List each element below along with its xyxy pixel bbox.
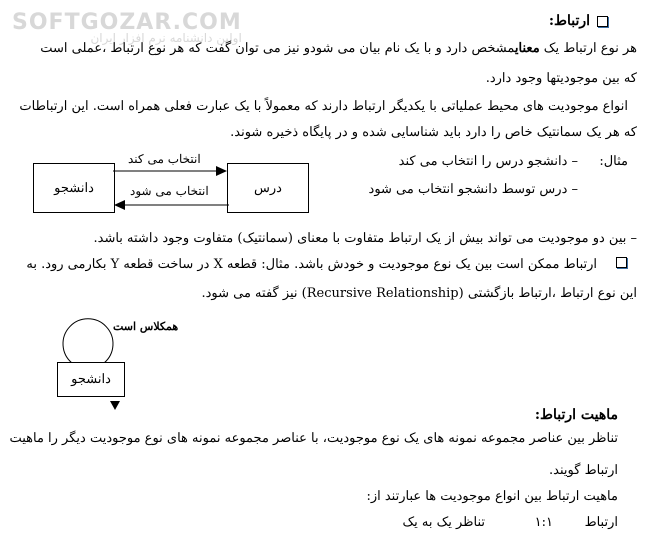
paragraph-line: ارتباط ممکن است بین یک نوع موجودیت و خودش باشد. مثال: قطعه X در ساخت قطعه Y بکارمی رود. به (26, 257, 597, 272)
bullet-checkbox-icon (597, 16, 608, 27)
note-line: – بین دو موجودیت می تواند بیش از یک ارتباط متفاوت با معنای (سمانتیک) متفاوت وجود داشته باشد. (93, 231, 637, 246)
example-label: مثال: (599, 154, 628, 169)
cardinality-label: ارتباط (584, 515, 618, 530)
entity-box-course: درس (227, 163, 309, 213)
bullet-checkbox-icon (616, 257, 627, 268)
paragraph-line: این نوع ارتباط ،ارتباط بازگشتی (Recursive Relationship) نیز گفته می شود. (201, 286, 637, 301)
recursive-loop-icon (60, 315, 120, 365)
arrow-label-selects: انتخاب می کند (128, 152, 201, 166)
example-item: – درس توسط دانشجو انتخاب می شود (368, 182, 578, 197)
paragraph-line: هر نوع ارتباط یک معنایمشخص دارد و با یک نام بیان می شودو نیز می توان گفت که هر نوع ارتباط ،عملی است (40, 41, 637, 56)
cardinality-description: تناظر یک به یک (402, 515, 485, 530)
paragraph-line: انواع موجودیت های محیط عملیاتی با یکدیگر ارتباط دارند که معمولاً با یک عبارت فعلی همراه است. این ارتباطات (19, 99, 628, 114)
loop-label: همکلاس است (113, 320, 179, 333)
example-item: – دانشجو درس را انتخاب می کند (398, 154, 578, 169)
paragraph-line: ماهیت ارتباط بین انواع موجودیت ها عبارتند از: (366, 489, 618, 504)
arrow-label-selected: انتخاب می شود (130, 184, 209, 198)
watermark-tagline: اولین دانشنامه نرم افزار ایران (90, 31, 242, 45)
entity-box-student: دانشجو (57, 362, 125, 397)
entity-box-student: دانشجو (33, 163, 115, 213)
cardinality-ratio: ۱:۱ (534, 515, 553, 530)
emphasis-meaning: معنای (514, 41, 540, 56)
watermark-brand: SOFTGOZAR.COM (12, 10, 242, 35)
paragraph-line: تناظر بین عناصر مجموعه نمونه های یک نوع موجودیت، با عناصر مجموعه نمونه های نوع موجودیت دیگر را ماهیت (9, 431, 618, 446)
paragraph-line: ارتباط گویند. (549, 463, 618, 478)
paragraph-line: که بین موجودیتها وجود دارد. (485, 71, 637, 86)
section-heading-relationship: ارتباط: (548, 13, 590, 29)
section-heading-nature: ماهیت ارتباط: (534, 407, 618, 423)
paragraph-line: که هر یک سمانتیک خاص را دارد باید شناسایی شده و در پایگاه ذخیره شوند. (230, 125, 637, 140)
down-triangle-icon (110, 401, 120, 411)
